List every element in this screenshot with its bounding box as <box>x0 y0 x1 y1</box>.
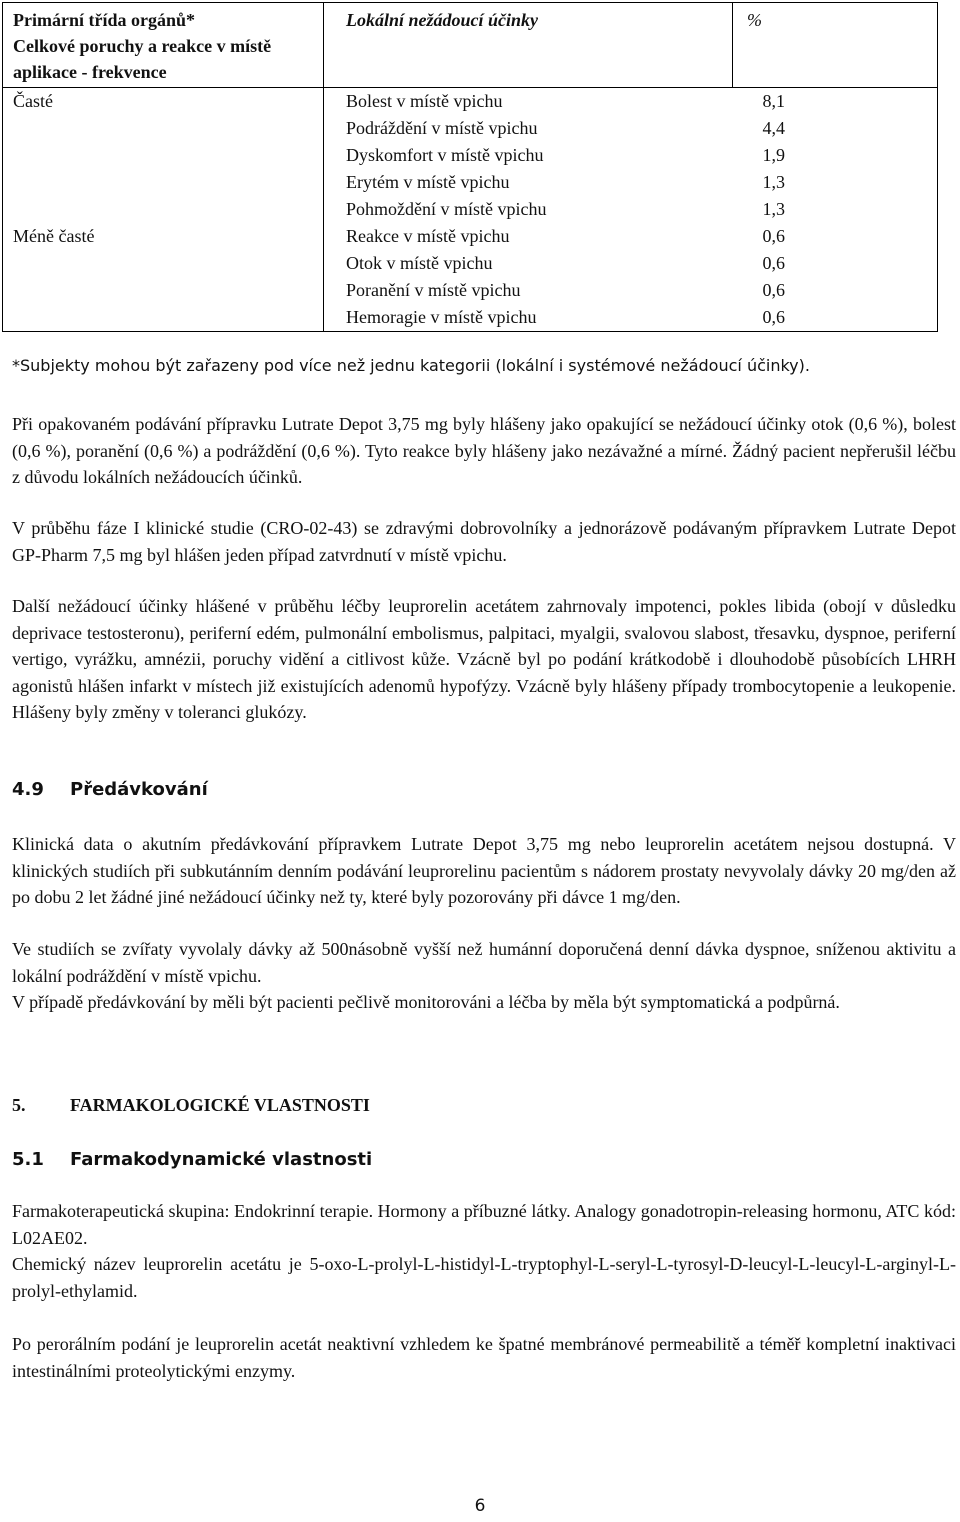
paragraph-oral-administration: Po perorálním podání je leuprorelin acetát neaktivní vzhledem ke špatné membránové permeabilitě a téměř kompletní inaktivaci intestinálními proteolytickými enzymy. <box>12 1334 956 1381</box>
paragraph-overdose-clinical: Klinická data o akutním předávkování přípravkem Lutrate Depot 3,75 mg nebo leuprorelin acetátem nejsou dostupná. V klinických studiích při subkutánním denním podávání leuprorelinu pacientům s nádorem prostaty nevyvolaly dávky 20 mg/den až po dobu 2 let žádné jiné nežádoucí účinky než ty, které byly pozorovány při dávce 1 mg/den. <box>12 834 956 907</box>
row-value: 0,6 <box>733 223 938 250</box>
header-organ-class <box>3 3 324 88</box>
row-effect: Pohmoždění v místě vpichu <box>346 199 547 219</box>
section-title: Farmakodynamické vlastnosti <box>70 1149 373 1170</box>
row-value: 0,6 <box>733 304 938 332</box>
row-class <box>3 142 324 169</box>
row-class <box>3 277 324 304</box>
table-header-row <box>3 3 938 88</box>
section-title: FARMAKOLOGICKÉ VLASTNOSTI <box>70 1095 370 1115</box>
section-heading-5 <box>12 1095 370 1116</box>
adverse-effects-table <box>2 2 938 332</box>
paragraph-phase1-study: V průběhu fáze I klinické studie (CRO-02-43) se zdravými dobrovolníky a jednorázově podávaným přípravkem Lutrate Depot GP-Pharm 7,5 mg byl hlášen jeden případ zatvrdnutí v místě vpichu. <box>12 518 956 565</box>
header-class-line1: Primární třída orgánů* <box>13 10 195 30</box>
section-heading-5-1 <box>12 1149 372 1170</box>
row-value: 1,3 <box>733 196 938 223</box>
paragraph-chemical-name: Chemický název leuprorelin acetátu je 5-oxo-L-prolyl-L-histidyl-L-tryptophyl-L-seryl-L-tyrosyl-D-leucyl-L-leucyl-L-arginyl-L-prolyl-ethylamid. <box>12 1254 956 1301</box>
table-row <box>3 142 938 169</box>
row-effect: Otok v místě vpichu <box>346 253 493 273</box>
row-class <box>3 304 324 332</box>
row-class <box>3 169 324 196</box>
row-class: Méně časté <box>3 223 324 250</box>
section-heading-4-9 <box>12 779 208 800</box>
section-number: 5.1 <box>12 1149 44 1170</box>
row-effect: Poranění v místě vpichu <box>346 280 521 300</box>
table-row <box>3 304 938 332</box>
header-percent: % <box>733 3 938 88</box>
paragraph-other-effects: Další nežádoucí účinky hlášené v průběhu léčby leuprorelin acetátem zahrnovaly impotenci, pokles libida (obojí v důsledku deprivace testosteronu), periferní edém, pulmonální embolismus, palpitaci, myalgii, svalovou slabost, třesavku, dyspnoe, periferní vertigo, vyrážku, amnézii, poruchy vidění a citlivost kůže. Vzácně byl po podání krátkodobě i dlouhodobě působících LHRH agonistů hlášen infarkt v místech již existujících adenomů hypofýzy. Vzácně byly hlášeny případy trombocytopenie a leukopenie. Hlášeny byly změny v toleranci glukózy. <box>12 596 956 722</box>
page-number: 6 <box>474 1496 486 1516</box>
section-number: 4.9 <box>12 779 44 800</box>
row-class <box>3 250 324 277</box>
row-effect: Hemoragie v místě vpichu <box>324 304 733 332</box>
section-title: Předávkování <box>70 779 208 800</box>
row-class: Časté <box>3 88 324 116</box>
table-row <box>3 250 938 277</box>
header-class-line2: Celkové poruchy a reakce v místě aplikace - frekvence <box>13 36 272 82</box>
header-local-effects: Lokální nežádoucí účinky <box>324 3 733 88</box>
table-row <box>3 169 938 196</box>
table-row <box>3 88 938 116</box>
row-effect: Dyskomfort v místě vpichu <box>346 145 544 165</box>
row-effect: Erytém v místě vpichu <box>346 172 510 192</box>
row-effect: Podráždění v místě vpichu <box>346 118 538 138</box>
paragraph-pharmacotherapeutic-group: Farmakoterapeutická skupina: Endokrinní terapie. Hormony a příbuzné látky. Analogy gonadotropin-releasing hormonu, ATC kód: L02AE02. <box>12 1201 956 1248</box>
row-value: 1,9 <box>733 142 938 169</box>
paragraph-overdose-animal: Ve studiích se zvířaty vyvolaly dávky až 500násobně vyšší než humánní doporučená denní dávka dyspnoe, sníženou aktivitu a lokální podráždění v místě vpichu. <box>12 939 956 986</box>
table-footnote: *Subjekty mohou být zařazeny pod více než jednu kategorii (lokální i systémové nežádoucí účinky). <box>12 356 810 375</box>
paragraph-repeated-use: Při opakovaném podávání přípravku Lutrate Depot 3,75 mg byly hlášeny jako opakující se nežádoucí účinky otok (0,6 %), bolest (0,6 %), poranění (0,6 %) a podráždění (0,6 %). Tyto reakce byly hlášeny jako nezávažné a mírné. Žádný pacient nepřerušil léčbu z důvodu lokálních nežádoucích účinků. <box>12 414 956 487</box>
table-row <box>3 223 938 250</box>
row-value: 0,6 <box>733 277 938 304</box>
row-class <box>3 196 324 223</box>
row-value: 4,4 <box>733 115 938 142</box>
row-class <box>3 115 324 142</box>
table-row <box>3 115 938 142</box>
row-effect: Bolest v místě vpichu <box>346 91 503 111</box>
paragraph-overdose-management: V případě předávkování by měli být pacienti pečlivě monitorováni a léčba by měla být symptomatická a podpůrná. <box>12 992 840 1012</box>
table-row <box>3 277 938 304</box>
row-value: 8,1 <box>733 88 938 116</box>
row-value: 1,3 <box>733 169 938 196</box>
row-value: 0,6 <box>733 250 938 277</box>
table-row <box>3 196 938 223</box>
row-effect: Reakce v místě vpichu <box>346 226 510 246</box>
section-number: 5. <box>12 1095 26 1115</box>
